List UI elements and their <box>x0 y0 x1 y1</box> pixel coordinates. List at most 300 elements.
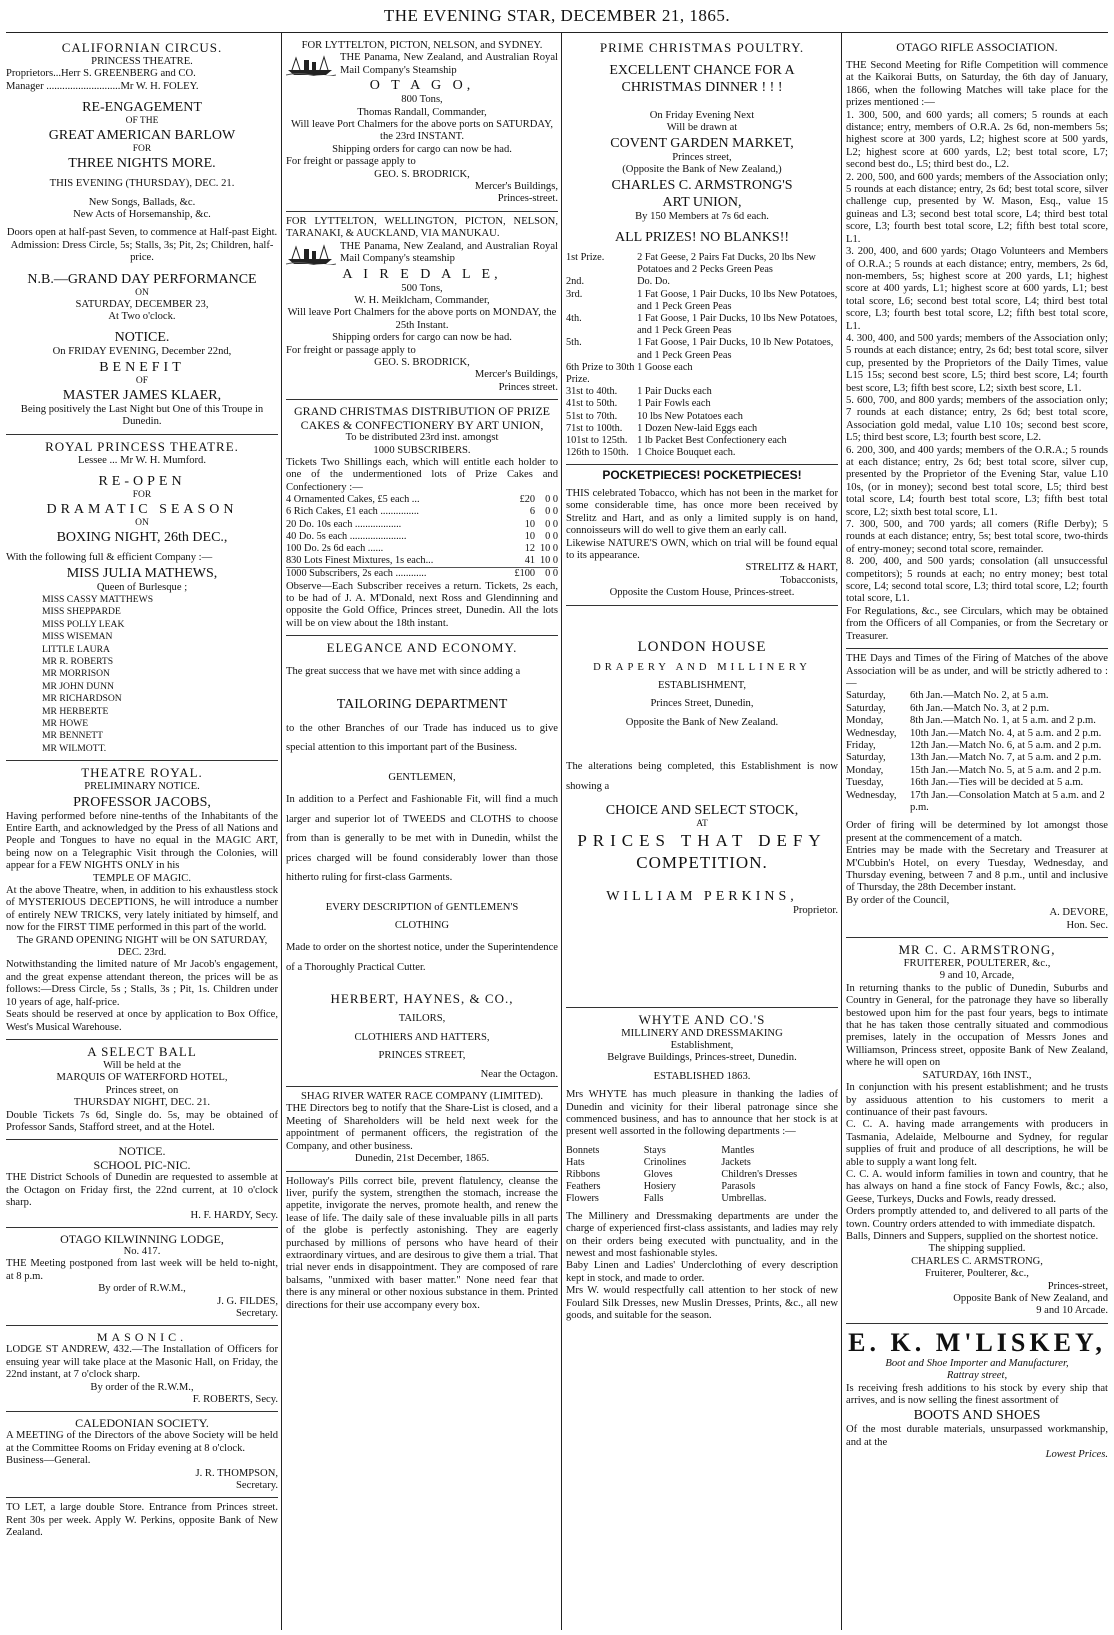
prize-desc: 10 lbs New Potatoes each <box>637 410 743 422</box>
prize-rank: 1st Prize. <box>566 252 605 264</box>
table-row <box>846 790 1108 815</box>
table-row <box>286 543 558 555</box>
pocketpieces-role: Tobacconists, <box>780 574 838 586</box>
distribution-lots-table <box>286 494 558 580</box>
lot-pence: 0 <box>552 494 558 506</box>
distribution-observe: Observe—Each Subscriber receives a return. Tickets, 2s each, to be had of J. A. M'Donald, next Ross and Glendinning and opposite the Gold Office, Princes street, Dunedin. All the lots will be on view about the 18th instant. <box>286 580 558 629</box>
pocketpieces-addr: Opposite the Custom House, Princes-street. <box>609 587 795 599</box>
poultry-members: By 150 Members at 7s 6d each. <box>635 210 769 222</box>
prize-desc: 1 Dozen New-laid Eggs each <box>637 422 758 434</box>
column-rule <box>561 32 562 1630</box>
table-row <box>566 435 838 447</box>
royal-queen: Queen of Burlesque ; <box>96 581 188 593</box>
royal-boxing: BOXING NIGHT, 26th DEC., <box>56 530 228 546</box>
cast-name: MR WILMOTT. <box>42 742 107 754</box>
rifle-match: 4. 300, 400, and 500 yards; members of the Association only; 5 rounds at each distance; entry, 2s 6d; best total score, silver cup, presented by the Proprietors of the Daily Times, value L15 15s; second best score, L5; third best score, L4; fourth best score, L3; fifth best score, L2; sixth best score, L1. <box>846 332 1108 394</box>
table-row <box>566 362 838 386</box>
otago-shipping: Shipping orders for cargo can now be had. <box>332 143 512 155</box>
cca-supplied: The shipping supplied. <box>928 1243 1026 1255</box>
elegance-advert <box>286 636 558 1087</box>
cca-saturday: SATURDAY, 16th INST., <box>922 1069 1032 1081</box>
cast-name: MR HOWE <box>42 717 89 729</box>
column-2 <box>286 36 558 1628</box>
cast-name: MR RICHARDSON <box>42 693 122 705</box>
circus-admission: Admission: Dress Circle, 5s; Stalls, 3s; Pit, 2s; Children, half-price. <box>10 239 274 264</box>
rifle-match: 3. 200, 400, and 600 yards; Otago Volunteers and Members of O.R.A.; 5 rounds at each distance; entry, members, 2s 6d, non-members, 5s; highest score at 200 yards, L1; highest score at 400 yards, L1; highest score at 600 yards, L1; best total score, L6; second best total score, L4; third best total score, L3; fourth best total score, L2; fifth best total score, L1. <box>846 246 1108 332</box>
shag-body: THE Directors beg to notify that the Share-List is closed, and a Meeting of Shareholders will be held next week for the appointment of permanent officers, the registration of the Company, and other business. <box>286 1103 558 1152</box>
herbert-near: Near the Octagon. <box>480 1068 558 1080</box>
column-rule <box>281 32 282 1630</box>
airedale-route: FOR LYTTELTON, WELLINGTON, PICTON, NELSON, TARANAKI, & AUCKLAND, VIA MANUKAU. <box>286 215 558 240</box>
lot-desc: 1000 Subscribers, 2s each ............ <box>286 568 427 580</box>
prize-rank: 126th to 150th. <box>566 447 629 459</box>
schedule-day: Tuesday, <box>846 777 884 789</box>
prize-desc: 1 Fat Goose, 1 Pair Ducks, 10 lb New Potatoes, and 1 Peck Green Peas <box>637 337 834 361</box>
elegance-p2: to the other Branches of our Trade has induced us to give special attention to this important part of the Business. <box>286 722 558 754</box>
jacobs-body2: At the above Theatre, when, in addition to his exhaustless stock of MYSTERIOUS DECEPTIONS, he will introduce a number of entirely NEW TRICKS, very lately initiated by himself, and now for the FIRST TIME performed in this part of the world. <box>6 885 278 934</box>
mliskey-boots: BOOTS AND SHOES <box>913 1408 1041 1424</box>
schedule-day: Friday, <box>846 739 876 751</box>
caledonian-business: Business—General. <box>6 1455 91 1467</box>
circus-of-the: OF THE <box>125 116 159 127</box>
rifle-match: 7. 300, 500, and 700 yards; all comers (Rifle Derby); 5 rounds at each distance; entry, 5s; best total score, two-thirds of entry-money; second total score, remainder. <box>846 519 1108 555</box>
london-perkins: WILLIAM PERKINS, <box>606 889 798 905</box>
schedule-detail: 17th Jan.—Consolation Match at 5 a.m. and 2 p.m. <box>910 789 1105 813</box>
prize-desc: 1 Pair Fowls each <box>637 398 711 410</box>
schedule-day: Monday, <box>846 764 884 776</box>
prize-rank: 5th. <box>566 337 582 349</box>
cca-arcade: 9 and 10 Arcade. <box>1036 1305 1108 1317</box>
london-p1: The alterations being completed, this Establishment is now showing a <box>566 761 838 792</box>
table-row <box>566 447 838 459</box>
circus-advert <box>6 36 278 435</box>
whyte-advert <box>566 1008 838 1328</box>
whyte-p1: Mrs WHYTE has much pleasure in thanking the ladies of Dunedin and vicinity for their liberal patronage since she commenced business, and has to announce that her stock is at present well assorted in the following departments :— <box>566 1089 838 1138</box>
whyte-estab: Establishment, <box>670 1039 734 1051</box>
column-4 <box>846 36 1108 1628</box>
circus-this-evening: THIS EVENING (THURSDAY), DEC. 21. <box>49 178 235 190</box>
herbert-street: PRINCES STREET, <box>378 1050 466 1062</box>
lot-pounds: 10 <box>524 530 536 542</box>
circus-manager: Manager ............................Mr W. H. FOLEY. <box>6 80 199 92</box>
list-item: Jackets <box>721 1156 751 1168</box>
header-rule <box>6 32 1108 33</box>
poultry-friday: On Friday Evening Next <box>649 110 755 121</box>
cast-name: MR BENNETT <box>42 730 104 742</box>
prize-desc: 1 Goose each <box>637 361 693 373</box>
masonic-sign: F. ROBERTS, Secy. <box>192 1394 278 1406</box>
herbert-title: HERBERT, HAYNES, & CO., <box>330 991 514 1007</box>
pocketpieces-body: THIS celebrated Tobacco, which has not been in the market for some considerable time, has once more been received by Strelitz and Hart, and as only a limited supply is on hand, connoisseurs will do well to give them an early call. <box>566 487 838 537</box>
prize-rank: 41st to 50th. <box>566 398 618 410</box>
lot-pounds: 41 <box>524 555 536 567</box>
prize-rank: 51st to 70th. <box>566 410 618 422</box>
lot-shillings: 0 <box>545 494 551 506</box>
whyte-p4: Mrs W. would respectfully call attention to her stock of new Foulard Silk Dresses, new Muslin Dresses, Prints, &c., all new goods, and suitable for the season. <box>566 1285 838 1322</box>
circus-on: ON <box>135 287 149 298</box>
london-house-advert <box>566 606 838 1008</box>
lot-shillings: 10 <box>540 555 551 567</box>
kilwinning-order: By order of R.W.M., <box>98 1283 186 1295</box>
table-row <box>566 252 838 276</box>
pocketpieces-title: POCKETPIECES! POCKETPIECES! <box>602 468 802 483</box>
cca-sign: CHARLES C. ARMSTRONG, <box>911 1255 1043 1267</box>
otago-steamer-advert <box>286 36 558 212</box>
table-row <box>846 703 1108 715</box>
jacobs-body3: Notwithstanding the limited nature of Mr Jacob's engagement, and the great expense attendant thereon, the prices will be as follows:—Dress Circle, 5s ; Stalls, 3s ; Pit, 1s. Children under 10 years of age, half-price. <box>6 959 278 1008</box>
shag-title: SHAG RIVER WATER RACE COMPANY (LIMITED). <box>300 1091 544 1103</box>
list-item: Flowers <box>566 1192 599 1204</box>
poultry-market: COVENT GARDEN MARKET, <box>610 135 794 151</box>
london-proprietor: Proprietor. <box>792 905 838 917</box>
poultry-advert <box>566 36 838 465</box>
circus-notice: NOTICE. <box>114 330 170 346</box>
kilwinning-sign: J. G. FILDES, <box>217 1295 278 1307</box>
list-item: Children's Dresses <box>721 1168 798 1180</box>
lot-pence: 0 <box>552 518 558 530</box>
circus-three-nights: THREE NIGHTS MORE. <box>68 156 216 172</box>
london-street: Princes Street, Dunedin, <box>650 698 754 710</box>
cast-name: MISS SHEPPARDE <box>42 606 121 618</box>
list-item: Stays <box>643 1144 666 1156</box>
tolet-advert <box>6 1498 278 1544</box>
schedule-detail: 6th Jan.—Match No. 3, at 2 p.m. <box>910 702 1050 714</box>
masonic-order: By order of the R.W.M., <box>90 1381 194 1393</box>
jacobs-temple: TEMPLE OF MAGIC. <box>93 872 191 884</box>
ball-title: A SELECT BALL <box>87 1043 197 1059</box>
list-item: Gloves <box>643 1168 673 1180</box>
lot-desc: 6 Rich Cakes, £1 each ............... <box>286 506 419 518</box>
cast-name: MR HERBERTE <box>42 705 109 717</box>
elegance-gentlemen: GENTLEMEN, <box>388 771 456 783</box>
otago-commander: Thomas Randall, Commander, <box>357 106 487 118</box>
picnic-title: SCHOOL PIC-NIC. <box>93 1158 191 1173</box>
poultry-prize-table <box>566 252 838 459</box>
rifle-sign: A. DEVORE, <box>1049 907 1108 919</box>
prize-rank: 2nd. <box>566 276 585 288</box>
whyte-p3: Baby Linen and Ladies' Underclothing of every description kept in stock, and made to order. <box>566 1260 838 1284</box>
table-row <box>286 531 558 543</box>
otago-freight: For freight or passage apply to <box>286 156 416 168</box>
table-row <box>566 398 838 410</box>
list-item: Umbrellas. <box>721 1192 767 1204</box>
lot-pounds: 10 <box>524 518 536 530</box>
lot-shillings: 10 <box>540 543 551 554</box>
elegance-title: ELEGANCE AND ECONOMY. <box>326 640 518 656</box>
kilwinning-advert <box>6 1228 278 1326</box>
table-row <box>846 728 1108 740</box>
ball-hotel: MARQUIS OF WATERFORD HOTEL, <box>56 1072 228 1084</box>
distribution-advert <box>286 400 558 636</box>
cca-trade: FRUITERER, POULTERER, &c., <box>903 958 1051 970</box>
cast-name: MR MORRISON <box>42 668 110 680</box>
prize-rank: 4th. <box>566 313 582 325</box>
table-row <box>286 519 558 531</box>
prize-desc: 1 lb Packet Best Confectionery each <box>637 435 787 447</box>
schedule-detail: 8th Jan.—Match No. 1, at 5 a.m. and 2 p.m. <box>910 715 1096 727</box>
royal-lessee: Lessee ... Mr W. H. Mumford. <box>78 454 206 466</box>
caledonian-title: CALEDONIAN SOCIETY. <box>75 1416 209 1431</box>
whyte-departments <box>566 1145 838 1205</box>
circus-for: FOR <box>132 144 152 155</box>
rifle-match: 6. 200, 300, and 400 yards; members of the O.R.A.; 5 rounds at each distance; entry, 2s 6d; best total score, silver cup, presented by the Proprietor of the Evening Star, value L10 10s, (or in money); second best total score, L5; third best total score, L4; fourth best total score, L3; fifth best total score, L2; sixth best total score, L1. <box>846 444 1108 518</box>
circus-songs: New Songs, Ballads, &c. <box>88 196 196 208</box>
circus-nb: N.B.—GRAND DAY PERFORMANCE <box>27 271 257 287</box>
masonic-body: LODGE ST ANDREW, 432.—The Installation of Officers for ensuing year will take place at the Masonic Hall, on Friday, the 22nd instant, at 7 o'clock sharp. <box>6 1344 278 1381</box>
otago-line: THE Panama, New Zealand, and Australian Royal Mail Company's Steamship <box>340 52 558 76</box>
circus-friday: On FRIDAY EVENING, December 22nd, <box>52 346 232 358</box>
circus-theatre: PRINCESS THEATRE. <box>91 56 193 67</box>
cca-p1: In returning thanks to the public of Dunedin, Suburbs and Country in General, for the patronage they have so liberally bestowed upon him for the past four years, begs to intimate that he has taken those centrally situated and commodious premises, lately in the occupation of Messrs Jones and Williamson, Princess street, opposite Bank of New Zealand, where he will open on <box>846 982 1108 1069</box>
list-item: Hosiery <box>643 1180 676 1192</box>
airedale-agent: GEO. S. BRODRICK, <box>374 356 470 368</box>
otago-tons: 800 Tons, <box>401 94 443 106</box>
cca-p2: In conjunction with his present establishment; and he trusts by assiduous attention to his customers to merit a continuance of their past favours. <box>846 1082 1108 1118</box>
ball-advert <box>6 1040 278 1140</box>
london-estab: ESTABLISHMENT, <box>657 679 747 691</box>
steamship-icon <box>286 243 336 265</box>
lot-pence: 0 <box>552 555 558 567</box>
shag-date: Dunedin, 21st December, 1865. <box>354 1153 490 1165</box>
table-row <box>566 289 838 313</box>
table-row <box>846 690 1108 702</box>
cast-name: LITTLE LAURA <box>42 643 110 655</box>
airedale-line: THE Panama, New Zealand, and Australian Royal Mail Company's steamship <box>340 240 558 265</box>
whyte-established: ESTABLISHED 1863. <box>653 1070 751 1082</box>
holloway-advert <box>286 1172 558 1317</box>
table-row <box>286 494 558 506</box>
lot-pounds: 6 <box>529 506 536 518</box>
mliskey-sub: Boot and Shoe Importer and Manufacturer, <box>885 1357 1069 1369</box>
list-item: Feathers <box>566 1180 601 1192</box>
pocketpieces-natures: Likewise NATURE'S OWN, which on trial will be found equal to its appearance. <box>566 537 838 561</box>
table-row <box>286 506 558 518</box>
prize-desc: 2 Fat Geese, 2 Pairs Fat Ducks, 20 lbs New Potatoes and 2 Pecks Green Peas <box>637 252 816 276</box>
poultry-allprizes: ALL PRIZES! NO BLANKS!! <box>614 230 790 246</box>
circus-proprietors: Proprietors...Herr S. GREENBERG and CO. <box>6 68 196 80</box>
jacobs-seats: Seats should be reserved at once by application to Box Office, West's Musical Warehouse. <box>6 1009 278 1033</box>
prize-rank: 101st to 125th. <box>566 435 628 447</box>
london-prices: PRICES THAT DEFY <box>577 831 827 851</box>
table-row <box>286 568 558 581</box>
circus-title: CALIFORNIAN CIRCUS. <box>61 40 223 55</box>
cast-name: MISS POLLY LEAK <box>42 618 125 630</box>
rifle-council: By order of the Council, <box>846 894 950 906</box>
circus-two: At Two o'clock. <box>108 311 176 323</box>
list-item: Ribbons <box>566 1168 600 1180</box>
table-row <box>566 386 838 398</box>
kilwinning-no: No. 417. <box>123 1245 161 1257</box>
prize-rank: 31st to 40th. <box>566 386 618 398</box>
list-item: Falls <box>643 1192 664 1204</box>
circus-klaer: MASTER JAMES KLAER, <box>62 387 222 403</box>
london-choice: CHOICE AND SELECT STOCK, <box>605 803 799 819</box>
list-item: Hats <box>566 1156 585 1168</box>
masthead: THE EVENING STAR, DECEMBER 21, 1865. <box>383 6 731 25</box>
rifle-match: 1. 300, 500, and 600 yards; all comers; 5 rounds at each distance; entry, members of O.R.A. 2s 6d, non-members 5s; highest score at 300 yards, L2; highest score at 500 yards, L2; highest score at 600 yards, L2; best total score, L7; second best do., L5; third best do., L2. <box>846 109 1108 171</box>
otago-leave: Will leave Port Chalmers for the above ports on SATURDAY, the 23rd INSTANT. <box>290 119 554 143</box>
whyte-sub: MILLINERY AND DRESSMAKING <box>621 1027 783 1039</box>
poultry-dinner: CHRISTMAS DINNER ! ! ! <box>621 80 783 95</box>
jacobs-advert <box>6 761 278 1040</box>
poultry-opposite: (Opposite the Bank of New Zealand,) <box>622 164 782 176</box>
schedule-detail: 12th Jan.—Match No. 6, at 5 a.m. and 2 p.m. <box>910 739 1102 751</box>
lot-shillings: 0 <box>545 506 551 518</box>
schedule-detail: 10th Jan.—Match No. 4, at 5 a.m. and 2 p.m. <box>910 727 1102 739</box>
otago-name: O T A G O, <box>369 78 475 94</box>
cca-p6: Balls, Dinners and Suppers, supplied on the shortest notice. <box>846 1230 1099 1242</box>
cca-street: Princes-street, <box>1047 1280 1108 1292</box>
masonic-advert <box>6 1326 278 1412</box>
picnic-sign: H. F. HARDY, Secy. <box>190 1209 278 1221</box>
cca-p3: C. C. A. having made arrangements with producers in Tasmania, Adelaide, Melbourne and Sydney, for regular supplies of fruit and produce of all descriptions, he will be able to supply a want long felt. <box>846 1119 1108 1168</box>
column-3 <box>566 36 838 1628</box>
circus-benefit: BENEFIT <box>99 359 185 375</box>
airedale-tons: 500 Tons, <box>401 282 443 294</box>
lot-pence: 0 <box>552 506 558 518</box>
pocketpieces-sign: STRELITZ & HART, <box>745 562 838 574</box>
schedule-day: Saturday, <box>846 752 886 764</box>
cast-name: MR JOHN DUNN <box>42 680 114 692</box>
airedale-steamer-advert <box>286 212 558 400</box>
rifle-entries: Entries may be made with the Secretary and Treasurer at M'Cubbin's Hotel, on every Tuesday, Wednesday, and Thursday evening, between 7 and 8 p.m., until and inclusive of Thursday, the 28th December instant. <box>846 845 1108 894</box>
lot-pounds: £100 <box>514 568 536 580</box>
jacobs-body: Having performed before nine-tenths of the Inhabitants of the Entire Earth, and acknowledged by the Press of all Nations and People and Tongues to have no equal in the MAGIC ART, being now on a Telegraphic Visit through the Colonies, will appear for a FEW NIGHTS ONLY in his <box>6 810 278 872</box>
lot-pence: 0 <box>552 530 558 542</box>
distribution-title: GRAND CHRISTMAS DISTRIBUTION OF PRIZE CAKES & CONFECTIONERY BY ART UNION, <box>293 404 551 433</box>
prize-rank: 71st to 100th. <box>566 422 623 434</box>
rifle-match: 5. 600, 700, and 800 yards; members of the association only; 7 rounds at each distance; entry, 2s 6d; best total score, Association gold medal, value L10 10s; second best score, L5; third best score, L3; fourth best score, L2. <box>846 394 1108 444</box>
otago-agent: GEO. S. BRODRICK, <box>374 168 470 180</box>
airedale-freight: For freight or passage apply to <box>286 344 416 356</box>
royal-company: With the following full & efficient Company :— <box>6 552 213 564</box>
picnic-advert <box>6 1140 278 1228</box>
schedule-detail: 6th Jan.—Match No. 2, at 5 a.m. <box>910 690 1049 702</box>
rifle-order: Order of firing will be determined by lot amongst those present at the commencement of a match. <box>846 820 1108 844</box>
cca-opp: Opposite Bank of New Zealand, and <box>953 1293 1108 1304</box>
herbert-clothiers: CLOTHIERS AND HATTERS, <box>354 1031 490 1043</box>
masonic-title: MASONIC. <box>96 1330 188 1345</box>
ball-date: THURSDAY NIGHT, DEC. 21. <box>73 1097 211 1109</box>
elegance-every: EVERY DESCRIPTION of GENTLEMEN'S <box>325 901 519 913</box>
cca-armstrong-advert <box>846 938 1108 1324</box>
table-row <box>566 411 838 423</box>
circus-reengagement: RE-ENGAGEMENT <box>82 100 202 116</box>
steamship-icon <box>286 54 336 76</box>
london-at: AT <box>696 819 708 830</box>
cca-addr: 9 and 10, Arcade, <box>939 970 1015 982</box>
table-row <box>846 752 1108 764</box>
lot-desc: 830 Lots Finest Mixtures, 1s each... <box>286 555 434 567</box>
ball-held: Will be held at the <box>103 1059 181 1071</box>
rifle-intro: THE Second Meeting for Rifle Competition will commence at the Kaikorai Butts, on Saturday, the 6th day of January, 1866, when the following Matches will take place for the prizes mentioned :— <box>846 60 1108 109</box>
distribution-subscribers: 1000 SUBSCRIBERS. <box>373 444 471 456</box>
list-item: Mantles <box>721 1144 755 1156</box>
tolet-body: TO LET, a large double Store. Entrance from Princes street. Rent 30s per week. Apply W. Perkins, opposite Bank of New Zealand. <box>6 1502 278 1539</box>
jacobs-prelim: PRELIMINARY NOTICE. <box>84 781 200 793</box>
schedule-day: Saturday, <box>846 702 886 714</box>
prize-rank: 6th Prize to 30th Prize. <box>566 361 635 386</box>
royal-title: ROYAL PRINCESS THEATRE. <box>45 438 239 454</box>
picnic-body: THE District Schools of Dunedin are requested to assemble at the Octagon on Friday first, the 22nd current, at 10 o'clock sharp. <box>6 1172 278 1209</box>
cast-name: MISS CASSY MATTHEWS <box>42 593 154 605</box>
distribution-tickets: Tickets Two Shillings each, which will entitle each holder to one of the undermentioned lots of Prize Cakes and Confectionery :— <box>286 456 558 493</box>
rifle-regs: For Regulations, &c., see Circulars, which may be obtained from the Officers of all Companies, or from the Secretary or Treasurer. <box>846 605 1108 642</box>
royal-for: FOR <box>132 490 152 501</box>
lot-pence: 0 <box>552 568 558 580</box>
column-rule <box>841 32 842 1630</box>
london-title: LONDON HOUSE <box>637 638 767 655</box>
table-row <box>566 423 838 435</box>
table-row <box>846 715 1108 727</box>
royal-princess-advert <box>6 435 278 762</box>
cca-p4: C. C. A. would inform families in town and country, that he has always on hand a fine stock of Fancy Fowls, &c.; also, Geese, Turkeys, Ducks and Fowls, ready dressed. <box>846 1168 1108 1205</box>
mliskey-street: Rattray street, <box>946 1370 1008 1382</box>
table-row <box>566 337 838 361</box>
schedule-detail: 15th Jan.—Match No. 5, at 5 a.m. and 2 p.m. <box>910 764 1102 776</box>
mliskey-title: E. K. M'LISKEY, <box>848 1327 1106 1357</box>
otago-street: Princes-street. <box>497 193 558 205</box>
holloway-body: Holloway's Pills correct bile, prevent flatulency, cleanse the liver, purify the system, strengthen the stomach, increase the appetite, invigorate the nerves, promote health, and renew the lease of life. The daily sale of these invaluable pills in all parts of the globe is perfectly astonishing. They are eagerly purchased by millions of persons who have heard of their extraordinary virtues, and are desirous to give them a trial. That trial never ends in disappointment. They are composed of rare balsams, "unmixed with baser matter." None need fear that there is any mineral or other noxious substance in them. Printed directions for their use accompany every box. <box>286 1175 558 1311</box>
circus-doors: Doors open at half-past Seven, to commence at Half-past Eight. <box>6 227 278 239</box>
lot-desc: 4 Ornamented Cakes, £5 each ... <box>286 494 420 506</box>
otago-bldg: Mercer's Buildings, <box>474 181 558 193</box>
poultry-armstrong: CHARLES C. ARMSTRONG'S <box>611 177 793 193</box>
cca-title: MR C. C. ARMSTRONG, <box>898 942 1056 958</box>
lot-desc: 100 Do. 2s 6d each ...... <box>286 543 384 554</box>
kilwinning-role: Secretary. <box>236 1308 278 1319</box>
circus-positively: Being positively the Last Night but One of this Troupe in Dunedin. <box>20 403 264 428</box>
ball-tickets: Double Tickets 7s 6d, Single do. 5s, may be obtained of Professor Sands, Stafford street, and at the Hotel. <box>6 1109 278 1133</box>
mliskey-lowest: Lowest Prices. <box>1045 1449 1108 1461</box>
rifle-match: 8. 200, 400, and 500 yards; consolation (all unsuccessful competitors); 5 rounds at each; no entry money; best total score, L4; second total score, L3; third total score, L2; fourth total score, L1. <box>846 556 1108 605</box>
shag-river-advert <box>286 1087 558 1171</box>
elegance-p4: Made to order on the shortest notice, under the Superintendence of a Thoroughly Practical Cutter. <box>286 942 558 973</box>
lot-desc: 40 Do. 5s each ...................... <box>286 530 407 542</box>
airedale-commander: W. H. Meiklcham, Commander, <box>354 294 490 306</box>
prize-desc: 1 Choice Bouquet each. <box>637 447 736 459</box>
caledonian-sign: J. R. THOMPSON, <box>195 1467 278 1479</box>
airedale-name: A I R E D A L E, <box>342 266 502 282</box>
airedale-bldg: Mercer's Buildings, <box>474 369 558 381</box>
prize-desc: 1 Fat Goose, 1 Pair Ducks, 10 lbs New Potatoes, and 1 Peck Green Peas <box>637 288 838 312</box>
lot-pence: 0 <box>552 543 558 554</box>
herbert-tailors: TAILORS, <box>398 1013 446 1025</box>
circus-saturday: SATURDAY, DECEMBER 23, <box>75 298 209 310</box>
mliskey-p2: Of the most durable materials, unsurpassed workmanship, and at the <box>846 1424 1108 1448</box>
elegance-clothing: CLOTHING <box>394 920 450 932</box>
caledonian-advert <box>6 1412 278 1498</box>
prize-desc: Do. Do. <box>637 276 670 288</box>
london-competition: COMPETITION. <box>636 853 768 873</box>
elegance-dept: TAILORING DEPARTMENT <box>336 696 508 712</box>
poultry-drawn: Will be drawn at <box>666 122 738 134</box>
whyte-addr: Belgrave Buildings, Princes-street, Dunedin. <box>607 1052 797 1064</box>
pocketpieces-advert <box>566 465 838 605</box>
lot-desc: 20 Do. 10s each .................. <box>286 518 402 530</box>
distribution-date: To be distributed 23rd inst. amongst <box>345 432 499 444</box>
cca-p5: Orders promptly attended to, and delivered to all parts of the town. Country orders attended to with immediate dispatch. <box>846 1206 1108 1230</box>
airedale-shipping: Shipping orders for cargo can now be had. <box>332 332 512 344</box>
lot-shillings: 0 <box>545 530 551 542</box>
table-row <box>566 276 838 288</box>
lot-pounds: £20 <box>519 494 536 506</box>
schedule-detail: 13th Jan.—Match No. 7, at 5 a.m. and 2 p.m. <box>910 752 1102 764</box>
table-row <box>846 765 1108 777</box>
list-item: Bonnets <box>566 1144 600 1156</box>
schedule-detail: 16th Jan.—Ties will be decided at 5 a.m. <box>910 777 1084 789</box>
lot-shillings: 0 <box>545 518 551 530</box>
